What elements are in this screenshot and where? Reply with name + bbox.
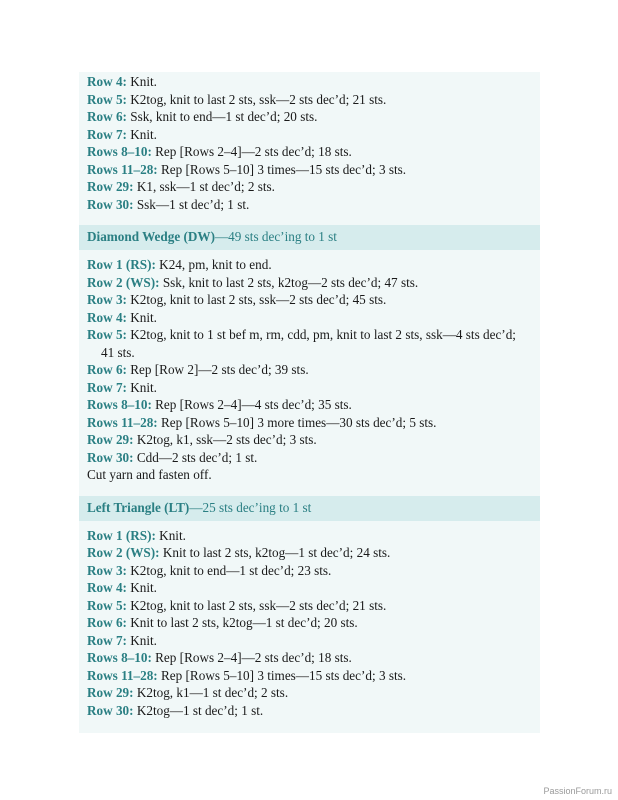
pattern-row [87, 684, 532, 702]
row-text: Rep [Rows 5–10] 3 times—15 sts dec’d; 3 sts. [157, 161, 407, 177]
pattern-row [87, 614, 532, 632]
pattern-row [87, 256, 532, 274]
pattern-row [87, 544, 532, 562]
pattern-row [87, 632, 532, 650]
row-label: Row 7: [87, 632, 127, 648]
pattern-row [87, 667, 532, 685]
pattern-row [87, 91, 532, 109]
row-label: Row 1 (RS): [87, 527, 156, 543]
row-text: Rep [Rows 5–10] 3 more times—30 sts dec’d; 5 sts. [157, 414, 437, 430]
row-text: Knit. [126, 309, 157, 325]
row-text: K2tog, knit to last 2 sts, ssk—2 sts dec’d; 21 sts. [126, 597, 387, 613]
pattern-row [87, 527, 532, 545]
row-label: Row 5: [87, 91, 127, 107]
finishing-note: Cut yarn and fasten off. [87, 467, 212, 482]
row-label: Row 4: [87, 580, 127, 595]
row-text: Rep [Rows 5–10] 3 times—15 sts dec’d; 3 sts. [157, 667, 407, 683]
row-label: Row 4: [87, 309, 127, 325]
pattern-row [87, 178, 532, 196]
row-label: Row 6: [87, 109, 127, 124]
row-label: Rows 11–28: [87, 667, 158, 683]
pattern-row [87, 361, 532, 379]
pattern-row [87, 379, 532, 397]
row-label: Row 30: [87, 449, 134, 465]
pattern-row [87, 126, 532, 144]
row-list-diamond-wedge [79, 256, 540, 484]
pattern-row [87, 309, 532, 327]
row-text: Rep [Rows 2–4]—2 sts dec’d; 18 sts. [151, 650, 352, 665]
pattern-row [87, 326, 532, 361]
row-list-left-triangle [79, 527, 540, 720]
section-header-left-triangle [79, 496, 540, 521]
site-watermark: PassionForum.ru [543, 786, 612, 796]
row-label: Row 7: [87, 379, 127, 395]
pattern-panel [79, 72, 540, 733]
row-label: Row 6: [87, 362, 127, 377]
row-text: K2tog, knit to end—1 st dec’d; 23 sts. [126, 562, 332, 578]
pattern-row [87, 73, 532, 91]
row-text: K2tog, knit to 1 st bef m, rm, cdd, pm, knit to last 2 sts, ssk—4 sts dec’d; 41 sts. [101, 327, 516, 360]
pattern-row [87, 414, 532, 432]
row-text: Ssk, knit to end—1 st dec’d; 20 sts. [126, 109, 318, 124]
row-label: Row 5: [87, 327, 127, 342]
row-text: Knit. [126, 379, 157, 395]
row-text: K2tog, k1, ssk—2 sts dec’d; 3 sts. [133, 432, 317, 447]
row-label: Row 29: [87, 179, 134, 194]
row-text: Ssk, knit to last 2 sts, k2tog—2 sts dec’d; 47 sts. [159, 274, 419, 290]
row-label: Row 29: [87, 685, 134, 700]
row-text: Rep [Row 2]—2 sts dec’d; 39 sts. [126, 362, 309, 377]
row-text: Knit to last 2 sts, k2tog—1 st dec’d; 20 sts. [126, 615, 358, 630]
row-text: Rep [Rows 2–4]—4 sts dec’d; 35 sts. [151, 397, 352, 412]
pattern-row [87, 579, 532, 597]
section-description: —49 sts dec’ing to 1 st [214, 229, 337, 244]
pattern-row [87, 143, 532, 161]
pattern-row [87, 196, 532, 214]
row-label: Rows 8–10: [87, 650, 152, 665]
pattern-row [87, 274, 532, 292]
pattern-row [87, 108, 532, 126]
row-label: Row 29: [87, 432, 134, 447]
row-label: Row 6: [87, 615, 127, 630]
row-label: Rows 8–10: [87, 397, 152, 412]
pattern-row [87, 449, 532, 467]
row-label: Rows 8–10: [87, 144, 152, 159]
pattern-row [87, 291, 532, 309]
row-label: Row 30: [87, 196, 134, 212]
pattern-row [87, 161, 532, 179]
row-label: Row 30: [87, 702, 134, 718]
row-label: Row 3: [87, 562, 127, 578]
row-text: Knit. [126, 126, 157, 142]
pattern-row [87, 396, 532, 414]
row-label: Row 1 (RS): [87, 257, 156, 272]
row-text: K2tog, knit to last 2 sts, ssk—2 sts dec’d; 45 sts. [126, 292, 387, 307]
row-label: Row 2 (WS): [87, 274, 160, 290]
pattern-row [87, 649, 532, 667]
section-title: Diamond Wedge (DW) [87, 229, 215, 244]
row-text: Knit to last 2 sts, k2tog—1 st dec’d; 24 sts. [159, 545, 391, 560]
pattern-row [87, 597, 532, 615]
section-description: —25 sts dec’ing to 1 st [189, 499, 312, 515]
row-text: Ssk—1 st dec’d; 1 st. [133, 196, 250, 212]
row-text: K24, pm, knit to end. [155, 257, 272, 272]
row-label: Row 7: [87, 126, 127, 142]
row-label: Row 3: [87, 292, 127, 307]
row-label: Row 4: [87, 74, 127, 89]
row-text: Cdd—2 sts dec’d; 1 st. [133, 449, 258, 465]
row-text: Knit. [155, 527, 186, 543]
row-text: K1, ssk—1 st dec’d; 2 sts. [133, 179, 275, 194]
pattern-row [87, 702, 532, 720]
row-text: Knit. [126, 74, 157, 89]
row-list-block1 [79, 72, 540, 213]
row-text: K2tog, knit to last 2 sts, ssk—2 sts dec’d; 21 sts. [126, 91, 387, 107]
row-text: Knit. [126, 632, 157, 648]
pattern-row [87, 431, 532, 449]
section-header-diamond-wedge [79, 225, 540, 250]
row-label: Rows 11–28: [87, 414, 158, 430]
section-title: Left Triangle (LT) [87, 499, 190, 515]
row-text: K2tog, k1—1 st dec’d; 2 sts. [133, 685, 289, 700]
row-text: Knit. [126, 580, 157, 595]
row-text: K2tog—1 st dec’d; 1 st. [133, 702, 264, 718]
pattern-row [87, 562, 532, 580]
row-label: Row 5: [87, 597, 127, 613]
row-text: Rep [Rows 2–4]—2 sts dec’d; 18 sts. [151, 144, 352, 159]
row-label: Rows 11–28: [87, 161, 158, 177]
row-label: Row 2 (WS): [87, 545, 160, 560]
